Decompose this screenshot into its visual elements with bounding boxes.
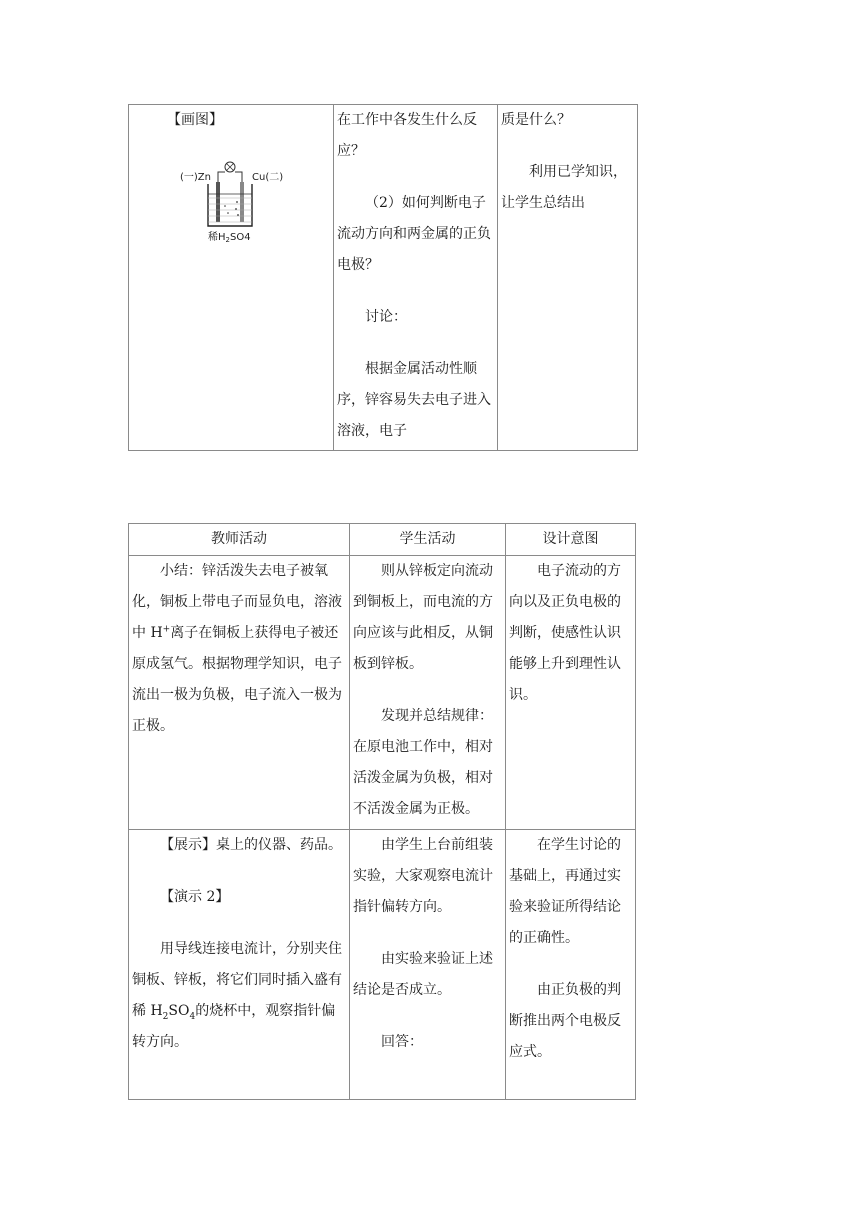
intent-cell-1 — [506, 556, 636, 830]
student-text-4: 由实验来验证上述结论是否成立。 — [353, 951, 493, 998]
drawing-cell — [129, 105, 334, 451]
teacher-show: 【展示】桌上的仪器、药品。 — [160, 837, 342, 853]
student-text-2: 发现并总结规律：在原电池工作中，相对活泼金属为负极，相对不活泼金属为正极。 — [353, 708, 493, 817]
question-cell — [334, 105, 498, 451]
zn-electrode-label: (一)Zn — [180, 172, 211, 183]
drawing-heading: 【画图】 — [167, 112, 223, 128]
header-intent: 设计意图 — [506, 524, 636, 556]
intent-text-2: 利用已学知识，让学生总结出 — [501, 164, 627, 211]
teacher-summary: 小结：锌活泼失去电子被氧化，铜板上带电子而显负电，溶液中 H+离子在铜板上获得电子被还原成氢气。根据物理学知识，电子流出一极为负极，电子流入一极为正极。 — [132, 563, 342, 734]
question-text-2: （2）如何判断电子流动方向和两金属的正负电极？ — [337, 195, 491, 273]
lesson-table-top — [128, 104, 638, 451]
teacher-cell-2 — [129, 830, 350, 1100]
student-text-3: 由学生上台前组装实验，大家观察电流计指针偏转方向。 — [353, 837, 493, 915]
student-cell-2 — [350, 830, 506, 1100]
header-student: 学生活动 — [350, 524, 506, 556]
discussion-text: 根据金属活动性顺序，锌容易失去电子进入溶液，电子 — [337, 361, 491, 439]
galvanic-cell-diagram — [180, 160, 290, 246]
solution-label: 稀$H_2SO4$ — [208, 232, 251, 244]
intent-text-row1: 电子流动的方向以及正负电极的判断，使感性认识能够上升到理性认识。 — [509, 563, 621, 703]
student-cell-1 — [350, 556, 506, 830]
beaker — [208, 184, 252, 226]
discussion-label: 讨论： — [365, 309, 407, 325]
header-teacher: 教师活动 — [129, 524, 350, 556]
student-text-1: 则从锌板定向流动到铜板上，而电流的方向应该与此相反，从铜板到锌板。 — [353, 563, 493, 672]
intent-text-1: 质是什么？ — [501, 112, 571, 128]
intent-text-row2b: 由正负极的判断推出两个电极反应式。 — [509, 982, 621, 1060]
cu-electrode-label: Cu(二) — [252, 172, 284, 183]
lesson-table-bottom — [128, 523, 636, 1100]
intent-cell-2 — [506, 830, 636, 1100]
teacher-cell-1 — [129, 556, 350, 830]
student-text-5: 回答： — [381, 1034, 423, 1050]
intent-cell-top — [498, 105, 638, 451]
teacher-demo-text: 用导线连接电流计，分别夹住铜板、锌板，将它们同时插入盛有稀 $H_2SO_4$的烧杯中，观察指针偏转方向。 — [132, 941, 342, 1050]
teacher-demo-label: 【演示 2】 — [160, 889, 230, 905]
intent-text-row2a: 在学生讨论的基础上，再通过实验来验证所得结论的正确性。 — [509, 837, 621, 946]
question-text-1: 在工作中各发生什么反应？ — [337, 112, 477, 159]
